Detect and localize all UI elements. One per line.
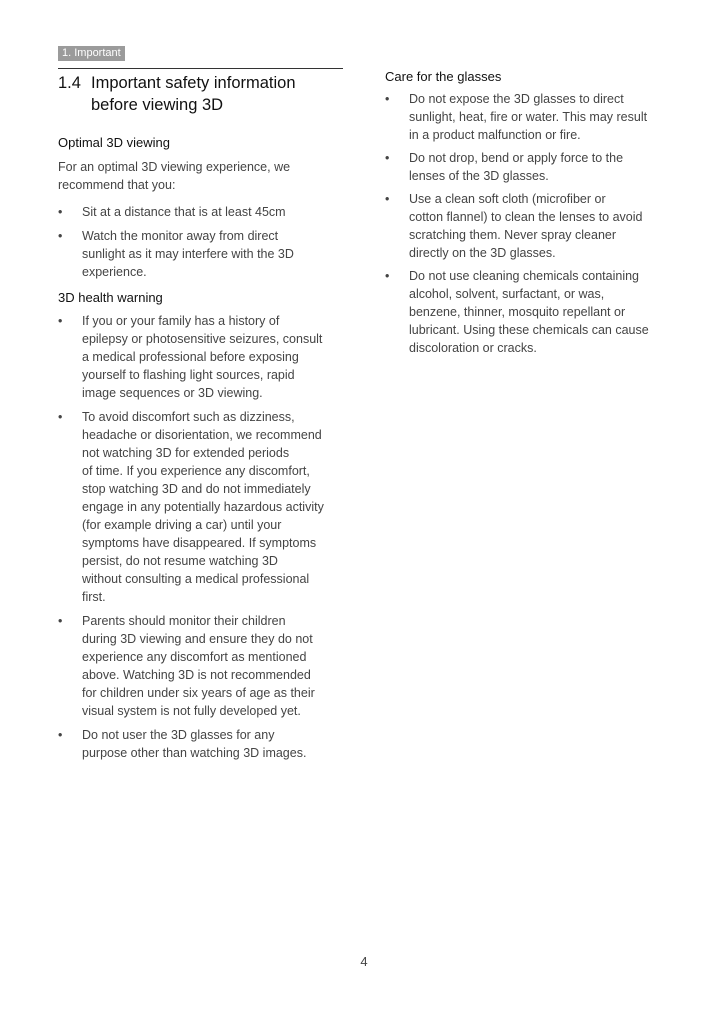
bullet-line: Do not use cleaning chemicals containing [409,269,639,283]
bullet-line: To avoid discomfort such as dizziness, [82,410,295,424]
bullet-line: in a product malfunction or fire. [409,128,581,142]
optimal-bullet-list [58,203,343,281]
bullet-item [58,726,343,762]
bullet-line: Parents should monitor their children [82,614,286,628]
bullet-line: engage in any potentially hazardous activity [82,500,324,514]
bullet-marker: • [385,151,390,165]
page-number: 4 [360,954,368,969]
bullet-line: sunlight, heat, fire or water. This may result [409,110,648,124]
bullet-marker: • [385,92,390,106]
optimal-heading: Optimal 3D viewing [58,135,170,150]
optimal-intro [58,158,343,194]
bullet-line: benzene, thinner, mosquito repellant or [409,305,626,319]
bullet-item [385,190,670,262]
bullet-line: first. [82,590,106,604]
health-heading: 3D health warning [58,290,163,305]
care-bullet-list [385,90,670,357]
bullet-item [385,90,670,144]
intro-line: For an optimal 3D viewing experience, we [58,160,291,174]
bullet-line: scratching them. Never spray cleaner [409,228,617,242]
bullet-line: discoloration or cracks. [409,341,537,355]
section-title-line: Important safety information [91,74,296,92]
care-heading: Care for the glasses [385,69,502,84]
bullet-marker: • [58,614,63,628]
bullet-line: above. Watching 3D is not recommended [82,668,311,682]
bullet-line: image sequences or 3D viewing. [82,386,263,400]
section-tag: 1. Important [58,46,125,61]
bullet-line: stop watching 3D and do not immediately [82,482,311,496]
bullet-line: If you or your family has a history of [82,314,280,328]
bullet-line: Do not user the 3D glasses for any [82,728,275,742]
bullet-line: Use a clean soft cloth (microfiber or [409,192,606,206]
section-number: 1.4 [58,74,81,92]
bullet-line: experience any discomfort as mentioned [82,650,307,664]
intro-line: recommend that you: [58,178,176,192]
section-divider [58,68,343,69]
section-title [58,72,343,116]
bullet-marker: • [385,192,390,206]
bullet-line: without consulting a medical professional [82,572,310,586]
bullet-line: cotton flannel) to clean the lenses to avoid [409,210,643,224]
bullet-line: visual system is not fully developed yet. [82,704,301,718]
bullet-marker: • [385,269,390,283]
bullet-line: (for example driving a car) until your [82,518,282,532]
bullet-line: yourself to flashing light sources, rapid [82,368,295,382]
bullet-line: sunlight as it may interfere with the 3D [82,247,294,261]
bullet-line: a medical professional before exposing [82,350,299,364]
bullet-line: Watch the monitor away from direct [82,229,279,243]
bullet-line: lenses of the 3D glasses. [409,169,549,183]
bullet-marker: • [58,229,63,243]
bullet-line: lubricant. Using these chemicals can cause [409,323,649,337]
bullet-line: epilepsy or photosensitive seizures, consult [82,332,323,346]
section-title-line: before viewing 3D [91,96,224,114]
right-column [385,68,670,357]
left-column [58,68,343,762]
bullet-item [58,312,343,402]
bullet-line: not watching 3D for extended periods [82,446,290,460]
bullet-line: during 3D viewing and ensure they do not [82,632,313,646]
health-bullet-list [58,312,343,762]
bullet-line: headache or disorientation, we recommend [82,428,322,442]
bullet-line: purpose other than watching 3D images. [82,746,307,760]
bullet-marker: • [58,410,63,424]
bullet-line: Do not drop, bend or apply force to the [409,151,624,165]
bullet-line: of time. If you experience any discomfort, [82,464,310,478]
section-title-text [91,72,343,116]
bullet-item [385,267,670,357]
bullet-marker: • [58,314,63,328]
bullet-line: directly on the 3D glasses. [409,246,556,260]
bullet-line: symptoms have disappeared. If symptoms [82,536,317,550]
bullet-item [385,149,670,185]
bullet-line: Sit at a distance that is at least 45cm [82,205,286,219]
bullet-marker: • [58,728,63,742]
bullet-line: for children under six years of age as their [82,686,315,700]
bullet-item [58,203,343,221]
bullet-line: alcohol, solvent, surfactant, or was, [409,287,605,301]
bullet-item [58,408,343,606]
bullet-item [58,227,343,281]
bullet-line: experience. [82,265,147,279]
bullet-line: persist, do not resume watching 3D [82,554,278,568]
bullet-line: Do not expose the 3D glasses to direct [409,92,624,106]
bullet-item [58,612,343,720]
bullet-marker: • [58,205,63,219]
